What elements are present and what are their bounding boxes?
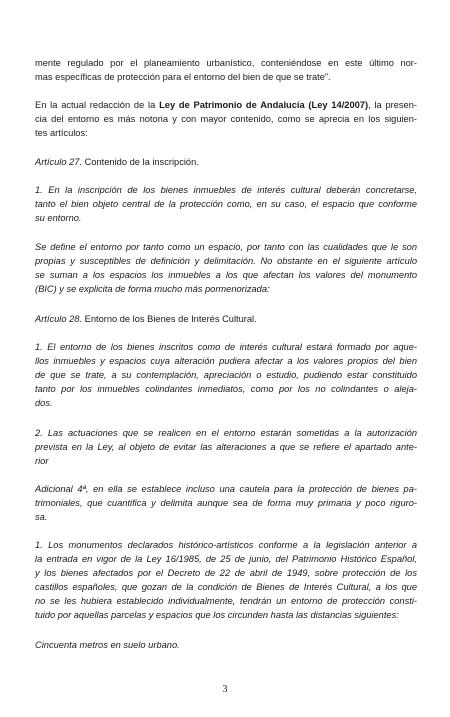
text-line: cia del entorno es más notoria y con mayor contenido, como se aprecia en los siguien- [35,114,417,124]
text-line: tanto el bien objeto central de la protección como, en su caso, el espacio que conforme [35,199,417,209]
text-line: prevista en la Ley, al objeto de evitar las alteraciones a que se refiere el apartado ante- [35,442,417,452]
paragraph-andalucia-law [35,98,417,140]
article-27-heading: Artículo 27. Contenido de la inscripción. [35,157,199,167]
page-number: 3 [222,684,228,695]
text-line: Se define el entorno por tanto como un espacio, por tanto con las cualidades que le son [35,242,417,252]
article-28-section-1 [35,340,417,410]
text-line: 1. El entorno de los bienes inscritos como de interés cultural estará formado por aque- [35,342,417,352]
text-line: su entorno. [35,213,82,223]
additional-provision-paragraph [35,482,417,524]
text-line: mente regulado por el planeamiento urbanístico, conteniéndose en este último nor- [35,58,417,68]
distance-urban-paragraph: Cincuenta metros en suelo urbano. [35,640,180,650]
text-line: Adicional 4ª, en ella se establece incluso una cautela para la protección de bienes pa- [35,484,417,494]
text-line: se suman a los espacios los inmuebles a los que afectan los valores del monumento [35,270,417,280]
text-line: propias y susceptibles de definición y delimitación. No obstante en el siguiente artículo [35,256,417,266]
text-line: tanto por los inmuebles colindantes inmediatos, como por los no colindantes o aleja- [35,384,417,394]
text-line: 1. En la inscripción de los bienes inmuebles de interés cultural deberán concretarse, [35,185,417,195]
text-line: castillos españoles, que gozan de la condición de Bienes de Interés Cultural, a los que [35,582,417,592]
text-line: de que se trate, a su contemplación, apreciación o estudio, pudiendo estar constituido [35,370,417,380]
article-28-section-2 [35,426,417,468]
article-27-quote [35,183,417,225]
commentary-paragraph [35,240,417,296]
text-line: En la actual redacción de la Ley de Patrimonio de Andalucía (Ley 14/2007), la presen- [35,100,417,110]
law-reference: Ley de Patrimonio de Andalucía (Ley 14/2007) [159,100,369,110]
text-line: y los bienes afectados por el Decreto de 22 de abril de 1949, sobre protección de los [35,568,417,578]
text-line: trimoniales, que cuantifica y delimita aunque sea de forma muy primaria y poco riguro- [35,498,417,508]
text-line: rior [35,456,49,466]
text-line: la entrada en vigor de la Ley 16/1985, de 25 de junio, del Patrimonio Histórico Español, [35,554,417,564]
text-line: (BIC) y se explicita de forma mucho más pormenorizada: [35,284,270,294]
text-line: mas específicas de protección para el entorno del bien de que se trate”. [35,72,331,82]
text-line: 1. Los monumentos declarados histórico-artísticos conforme a la legislación anterior a [35,540,417,550]
text-line: no se les hubiera establecido individualmente, tendrán un entorno de protección consti- [35,596,417,606]
provision-section-1 [35,538,417,622]
text-line: llos inmuebles y espacios cuya alteración pudiera afectar a los valores propios del bien [35,356,417,366]
text-line: sa. [35,512,48,522]
text-line: tuido por aquellas parcelas y espacios que los circunden hasta las distancias siguientes: [35,610,399,620]
text-line: dos. [35,398,53,408]
article-28-heading: Artículo 28. Entorno de los Bienes de Interés Cultural. [35,314,257,324]
text-line: tes artículos: [35,128,88,138]
text-line: 2. Las actuaciones que se realicen en el entorno estarán sometidas a la autorización [35,428,417,438]
paragraph-continuation [35,56,417,84]
